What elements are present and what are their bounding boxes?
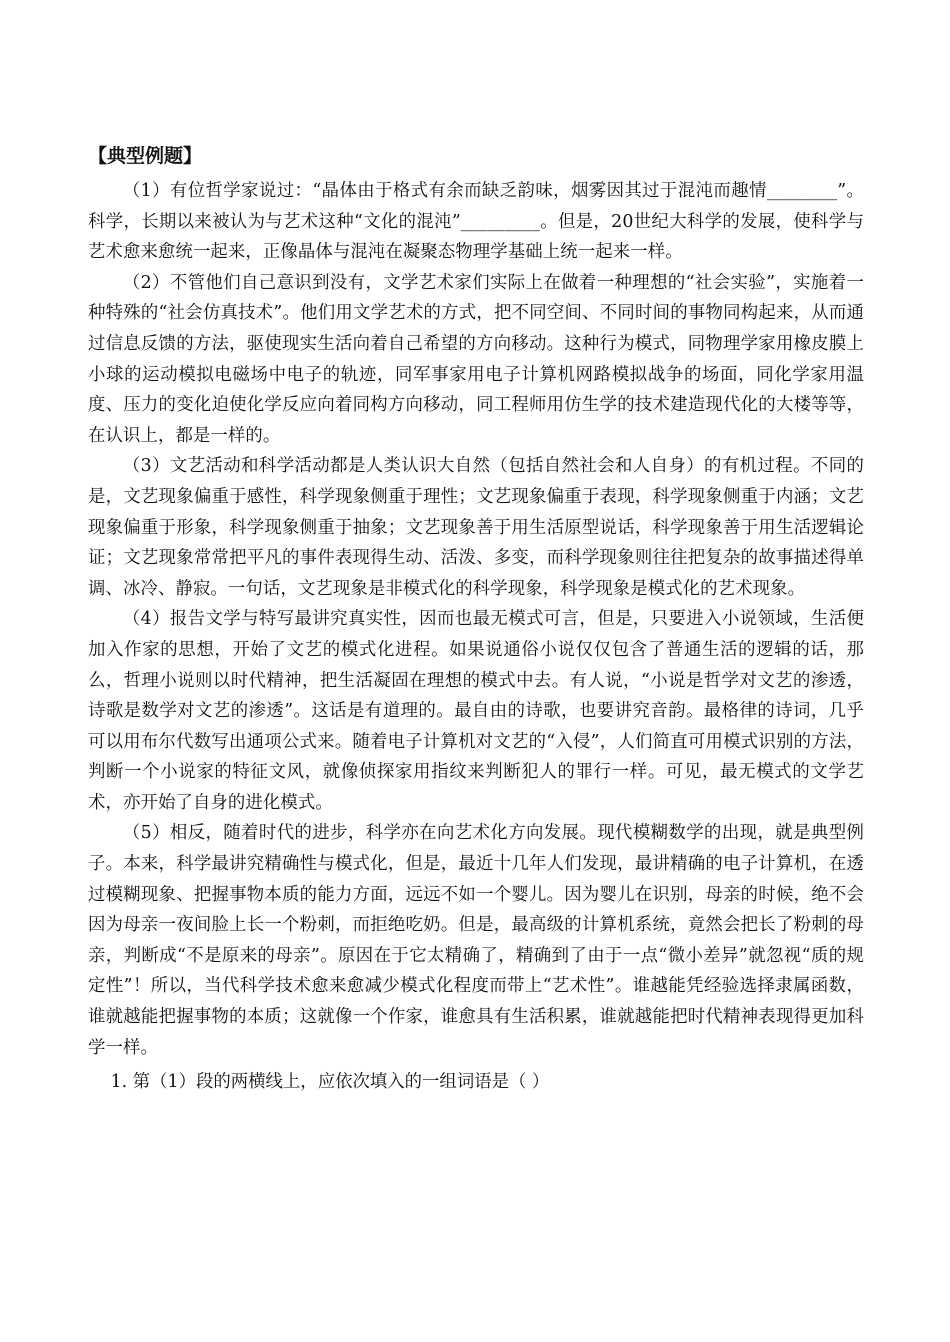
paragraph-4: （4）报告文学与特写最讲究真实性，因而也最无模式可言，但是，只要进入小说领域，生活便加入作家的思想，开始了文艺的模式化进程。如果说通俗小说仅仅包含了普通生活的逻辑的话，那么，哲理小说则以时代精神，把生活凝固在理想的模式中去。有人说，“小说是哲学对文艺的渗透，诗歌是数学对文艺的渗透”。这话是有道理的。最自由的诗歌，也要讲究音韵。最格律的诗词，几乎可以用布尔代数写出通项公式来。随着电子计算机对文艺的“入侵”，人们简直可用模式识别的方法，判断一个小说家的特征文风，就像侦探家用指纹来判断犯人的罪行一样。可见，最无模式的文学艺术，亦开始了自身的进化模式。 xyxy=(88,609,864,813)
section-heading: 【典型例题】 xyxy=(88,145,203,167)
paragraph-5: （5）相反，随着时代的进步，科学亦在向艺术化方向发展。现代模糊数学的出现，就是典型例子。本来，科学最讲究精确性与模式化，但是，最近十几年人们发现，最讲精确的电子计算机，在透过模糊现象、把握事物本质的能力方面，远远不如一个婴儿。因为婴儿在识别，母亲的时候，绝不会因为母亲一夜间脸上长一个粉刺，而拒绝吃奶。但是，最高级的计算机系统，竟然会把长了粉刺的母亲，判断成“不是原来的母亲”。原因在于它太精确了，精确到了由于一点“微小差异”就忽视“质的规定性”！所以，当代科学技术愈来愈减少模式化程度而带上“艺术性”。谁越能凭经验选择隶属函数，谁就越能把握事物的本质；这就像一个作家，谁愈具有生活积累，谁就越能把时代精神表现得更加科学一样。 xyxy=(88,823,864,1058)
question-1: 1. 第（1）段的两横线上，应依次填入的一组词语是（ ） xyxy=(110,1072,550,1093)
paragraph-3: （3）文艺活动和科学活动都是人类认识大自然（包括自然社会和人自身）的有机过程。不同的是，文艺现象偏重于感性，科学现象侧重于理性；文艺现象偏重于表现，科学现象侧重于内涵；文艺现象偏重于形象，科学现象侧重于抽象；文艺现象善于用生活原型说话，科学现象善于用生活逻辑论证；文艺现象常常把平凡的事件表现得生动、活泼、多变，而科学现象则往往把复杂的故事描述得单调、冰冷、静寂。一句话，文艺现象是非模式化的科学现象，科学现象是模式化的艺术现象。 xyxy=(88,456,864,599)
paragraph-1: （1）有位哲学家说过：“晶体由于格式有余而缺乏韵味，烟雾因其过于混沌而趣情________”。科学，长期以来被认为与艺术这种“文化的混沌”_________。但是，20世纪大科学的发展，使科学与艺术愈来愈统一起来，正像晶体与混沌在凝聚态物理学基础上统一起来一样。 xyxy=(88,181,864,263)
paragraph-2: （2）不管他们自己意识到没有，文学艺术家们实际上在做着一种理想的“社会实验”，实施着一种特殊的“社会仿真技术”。他们用文学艺术的方式，把不同空间、不同时间的事物同构起来，从而通过信息反馈的方法，驱使现实生活向着自己希望的方向移动。这种行为模式，同物理学家用橡皮膜上小球的运动模拟电磁场中电子的轨迹，同军事家用电子计算机网路模拟战争的场面，同化学家用温度、压力的变化迫使化学反应向着同构方向移动，同工程师用仿生学的技术建造现代化的大楼等等，在认识上，都是一样的。 xyxy=(88,272,864,446)
document-page xyxy=(88,142,864,1098)
